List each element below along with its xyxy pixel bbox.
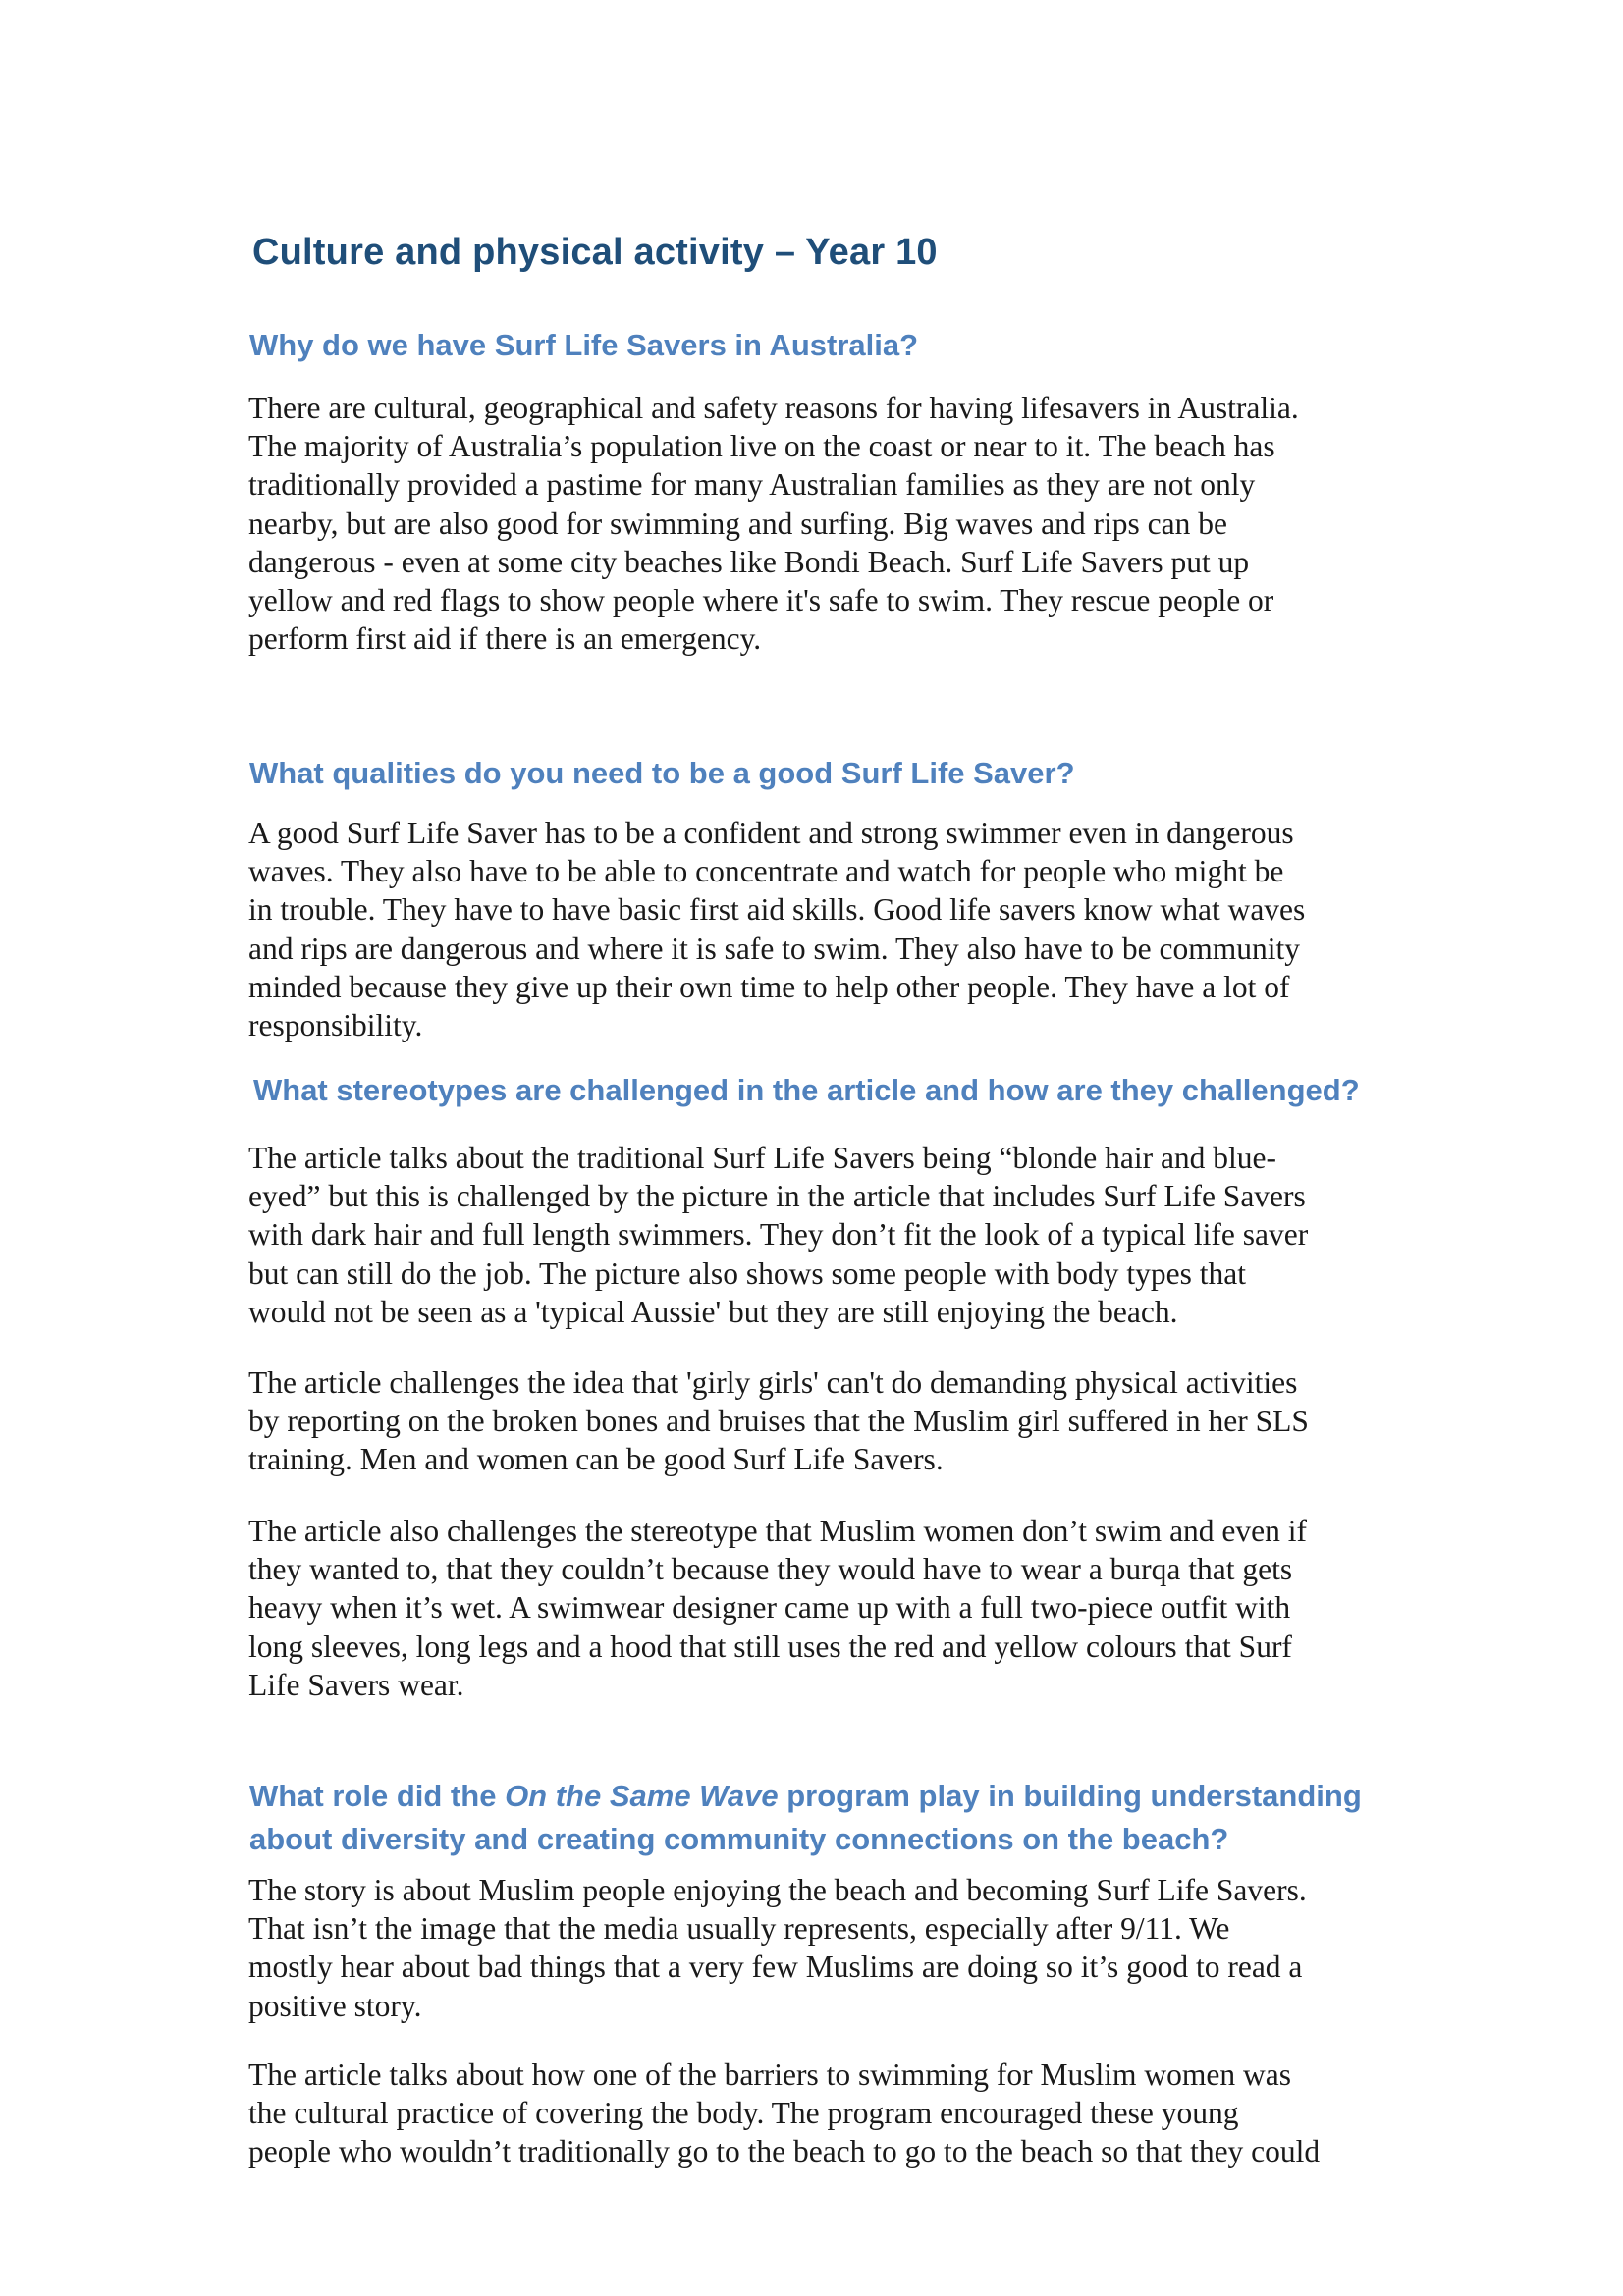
- text-line: A good Surf Life Saver has to be a confident and strong swimmer even in dangerous: [248, 816, 1294, 850]
- text-line: but can still do the job. The picture also shows some people with body types that: [248, 1255, 1247, 1291]
- text-line: training. Men and women can be good Surf Life Savers.: [248, 1442, 944, 1477]
- paragraph-same-wave-2: [248, 2056, 1456, 2171]
- text-line: they wanted to, that they couldn’t because they would have to wear a burqa that gets: [248, 1552, 1293, 1587]
- section-heading-why-surf-life-savers: Why do we have Surf Life Savers in Australia?: [249, 328, 919, 362]
- heading-text: What role did the: [249, 1779, 506, 1813]
- text-line: waves. They also have to be able to concentrate and watch for people who might be: [248, 854, 1284, 889]
- text-line: positive story.: [248, 1988, 422, 2023]
- text-line: and rips are dangerous and where it is safe to swim. They also have to be community: [248, 931, 1301, 966]
- text-line: The article challenges the idea that 'girly girls' can't do demanding physical activities: [248, 1365, 1298, 1400]
- text-line: dangerous - even at some city beaches like Bondi Beach. Surf Life Savers put up: [248, 544, 1250, 579]
- text-line: perform first aid if there is an emergency.: [248, 621, 762, 657]
- text-line: The majority of Australia’s population live on the coast or near to it. The beach has: [248, 429, 1275, 464]
- program-name: On the Same Wave: [505, 1779, 779, 1813]
- text-line: by reporting on the broken bones and bruises that the Muslim girl suffered in her SLS: [248, 1404, 1309, 1439]
- paragraph-qualities: [248, 814, 1456, 1044]
- text-line: The article talks about the traditional Surf Life Savers being “blonde hair and blue-: [248, 1141, 1277, 1175]
- section-heading-on-the-same-wave: [249, 1775, 1362, 1861]
- text-line: The story is about Muslim people enjoying the beach and becoming Surf Life Savers.: [248, 1873, 1307, 1907]
- text-line: the cultural practice of covering the body. The program encouraged these young: [248, 2096, 1239, 2131]
- text-line: minded because they give up their own time to help other people. They have a lot of: [248, 969, 1290, 1004]
- text-line: heavy when it’s wet. A swimwear designer came up with a full two-piece outfit with: [248, 1590, 1291, 1626]
- text-line: eyed” but this is challenged by the picture in the article that includes Surf Life Savers: [248, 1179, 1306, 1214]
- text-line: The article talks about how one of the barriers to swimming for Muslim women was: [248, 2057, 1292, 2092]
- text-line: people who wouldn’t traditionally go to the beach to go to the beach so that they could: [248, 2134, 1321, 2169]
- text-line: traditionally provided a pastime for many Australian families as they are not only: [248, 467, 1256, 503]
- paragraph-stereotypes-2: [248, 1363, 1456, 1479]
- paragraph-stereotypes-1: [248, 1139, 1456, 1331]
- heading-text: program play in building understanding: [778, 1779, 1362, 1813]
- text-line: would not be seen as a 'typical Aussie' but they are still enjoying the beach.: [248, 1294, 1178, 1329]
- text-line: in trouble. They have to have basic first aid skills. Good life savers know what waves: [248, 892, 1306, 928]
- text-line: mostly hear about bad things that a very few Muslims are doing so it’s good to read a: [248, 1949, 1303, 1985]
- text-line: Life Savers wear.: [248, 1667, 464, 1702]
- text-line: There are cultural, geographical and safety reasons for having lifesavers in Australia.: [248, 391, 1299, 425]
- text-line: long sleeves, long legs and a hood that still uses the red and yellow colours that Surf: [248, 1629, 1292, 1664]
- text-line: nearby, but are also good for swimming and surfing. Big waves and rips can be: [248, 506, 1227, 541]
- text-line: That isn’t the image that the media usually represents, especially after 9/11. We: [248, 1911, 1230, 1947]
- text-line: with dark hair and full length swimmers. They don’t fit the look of a typical life saver: [248, 1217, 1309, 1253]
- heading-text-line-2: about diversity and creating community connections on the beach?: [249, 1822, 1229, 1856]
- section-heading-stereotypes: What stereotypes are challenged in the article and how are they challenged?: [253, 1073, 1360, 1107]
- text-line: yellow and red flags to show people where it's safe to swim. They rescue people or: [248, 583, 1274, 618]
- text-line: The article also challenges the stereotype that Muslim women don’t swim and even if: [248, 1514, 1307, 1548]
- text-line: responsibility.: [248, 1008, 423, 1043]
- paragraph-same-wave-1: [248, 1871, 1456, 2025]
- section-heading-qualities: What qualities do you need to be a good Surf Life Saver?: [249, 756, 1075, 790]
- paragraph-why-surf-life-savers: [248, 389, 1456, 658]
- paragraph-stereotypes-3: [248, 1512, 1456, 1704]
- page-title: Culture and physical activity – Year 10: [252, 232, 938, 273]
